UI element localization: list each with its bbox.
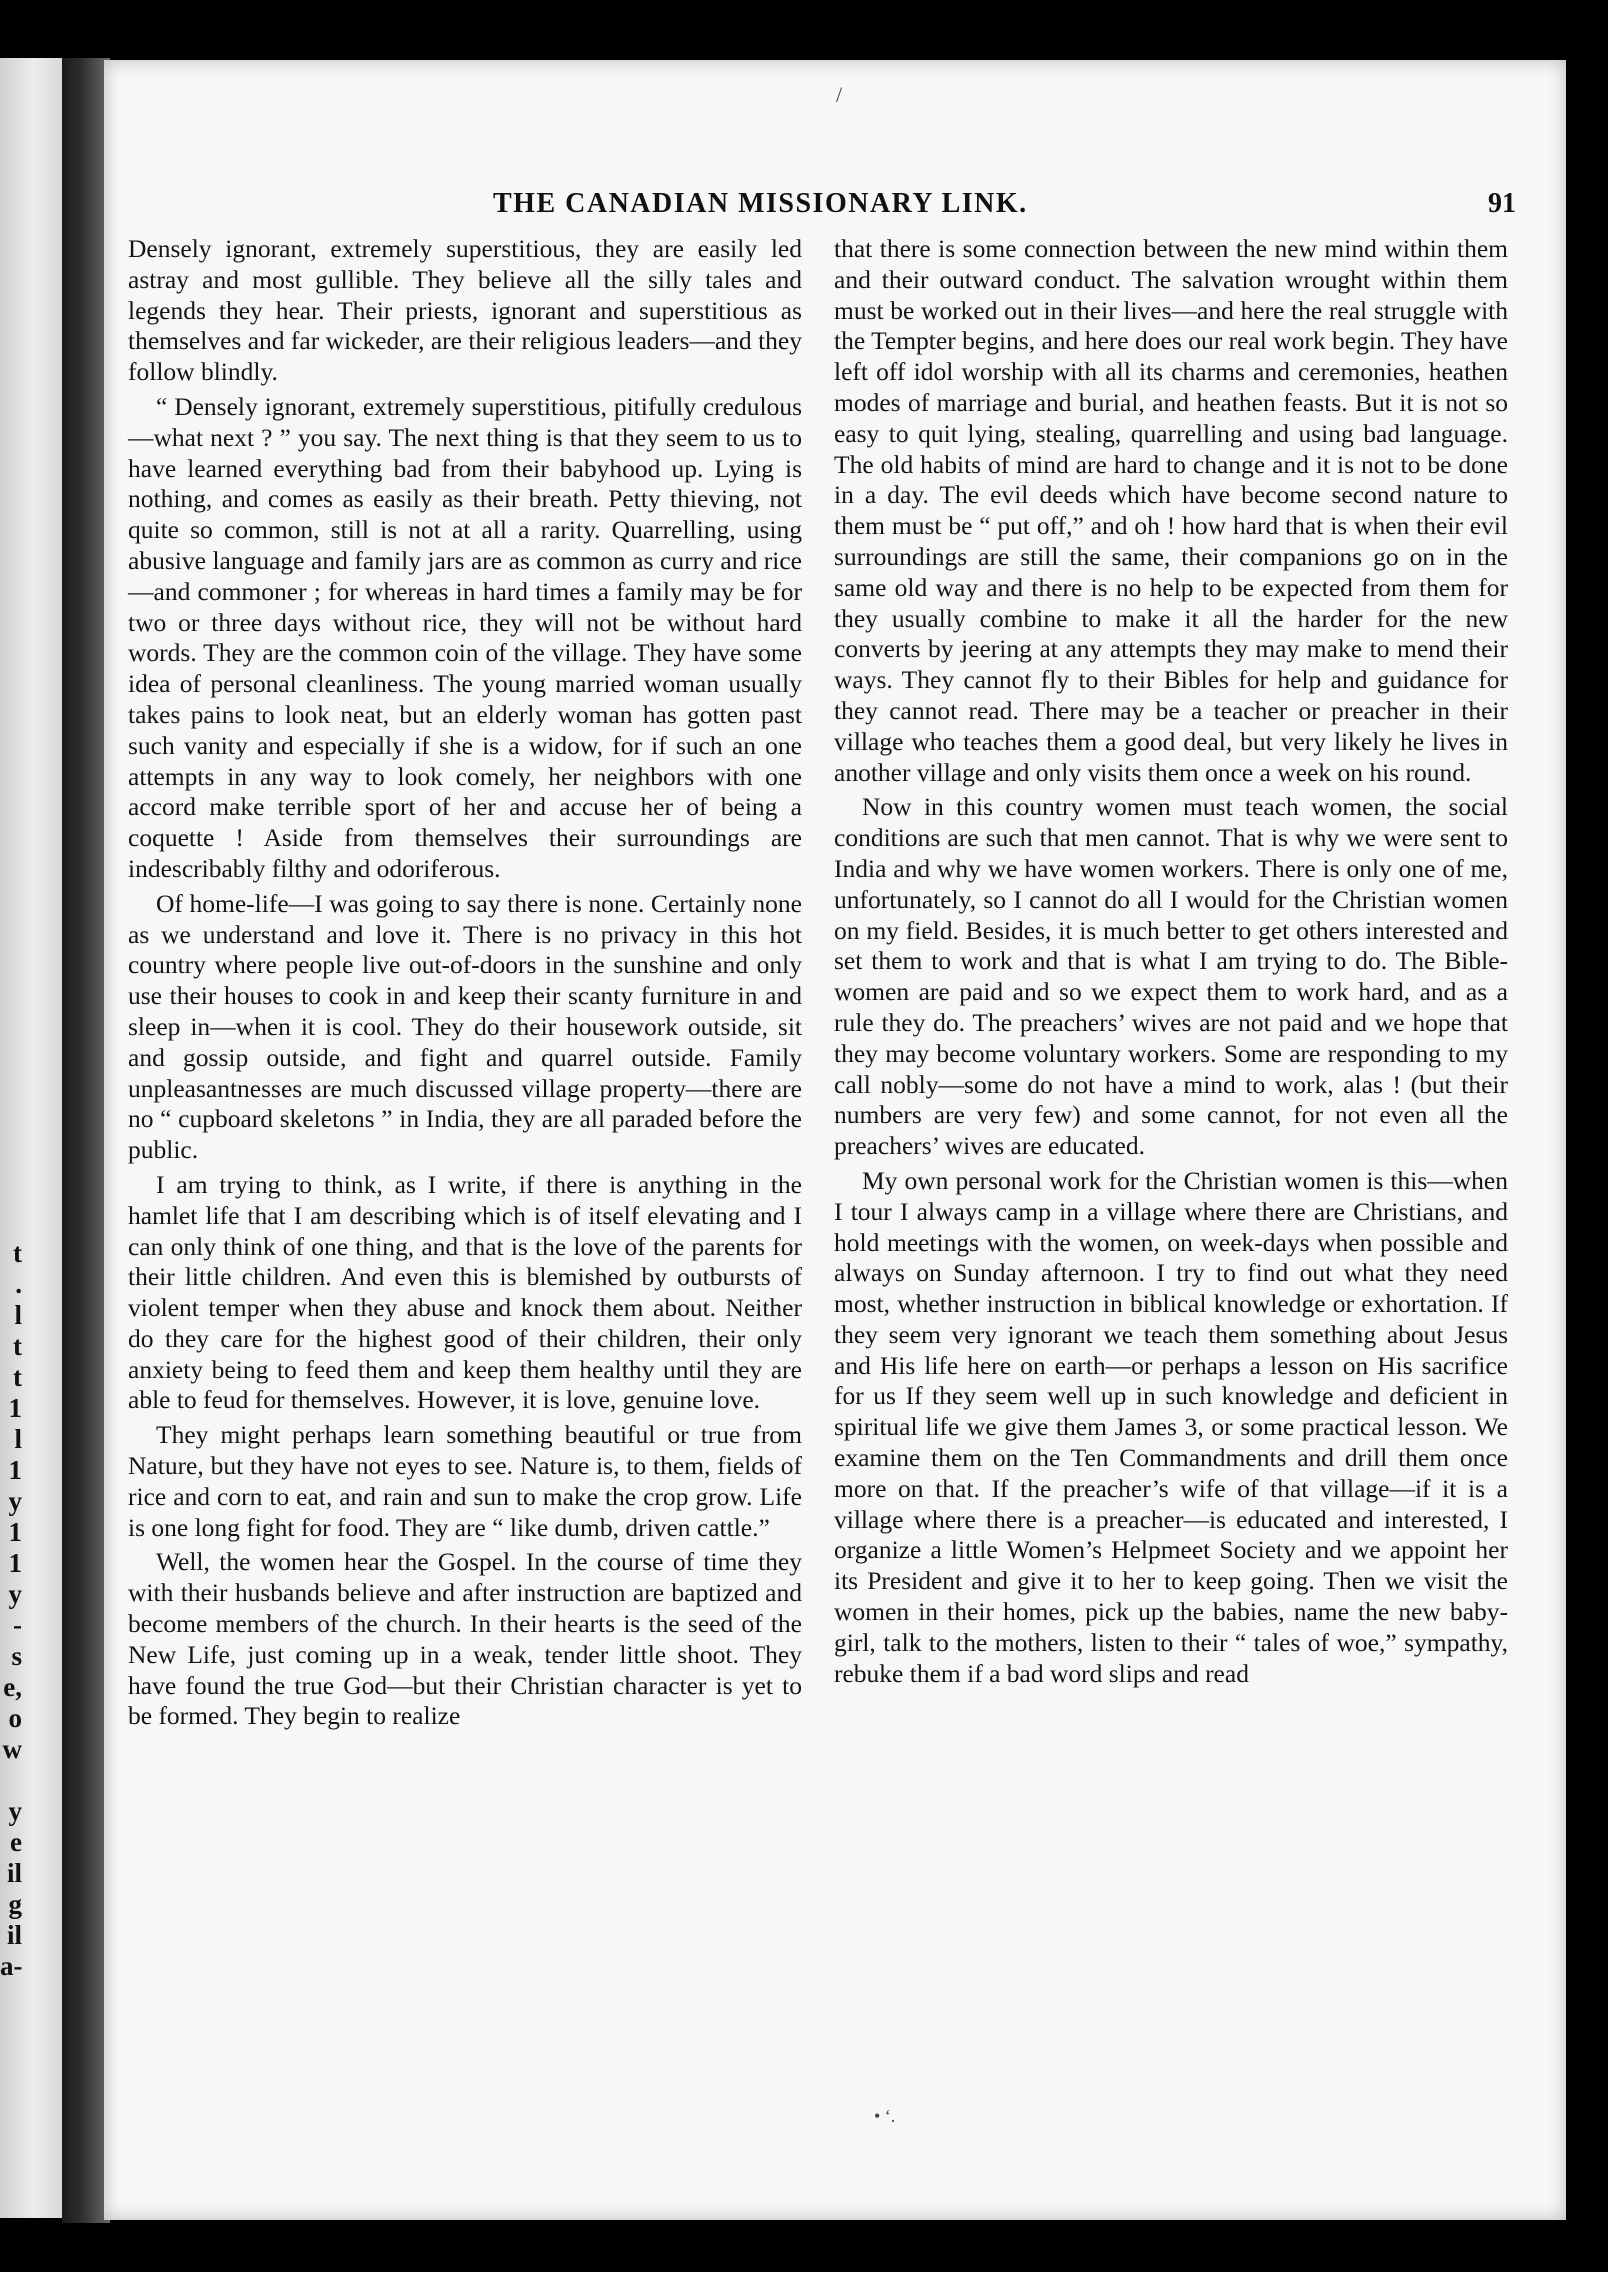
running-title: THE CANADIAN MISSIONARY LINK.	[493, 188, 1028, 219]
paragraph: Densely ignorant, extremely superstitious, they are easily led astray and most gullible. They believe all the silly tales and legends they hear. Their priests, ignorant and superstitious as themselves and far wickeder, are their religious leaders—and they follow blindly.	[128, 234, 802, 387]
facing-page-fragment: t	[13, 1331, 22, 1361]
facing-page-fragment: e	[10, 1827, 22, 1857]
facing-page-fragment: y	[8, 1486, 22, 1516]
facing-page-fragment: il	[6, 1920, 22, 1950]
paragraph: “ Densely ignorant, extremely superstitious, pitifully credulous—what next ? ” you say. The next thing is that they seem to us to have learned everything bad from their babyhood up. Lying is nothing, and comes as easily as their breath. Petty thieving, not quite so common, still is not at all a rarity. Quarrelling, using abusive language and family jars are as common as curry and rice—and commoner ; for whereas in hard times a family may be for two or three days without rice, they will not be without hard words. They are the common coin of the village. They have some idea of personal cleanliness. The young married woman usually takes pains to look neat, but an elderly woman has gotten past such vanity and especially if she is a widow, for if such an one attempts in any way to look comely, her neighbors with one accord make terrible sport of her and accuse her of being a coquette ! Aside from themselves their surroundings are indescribably filthy and odoriferous.	[128, 391, 802, 883]
facing-page-fragment: a-	[0, 1951, 23, 1981]
book-gutter	[62, 58, 110, 2223]
paragraph: I am trying to think, as I write, if there is anything in the hamlet life that I am describing which is of itself elevating and I can only think of one thing, and that is the love of the parents for their little children. And even this is blemished by outbursts of violent temper when they abuse and knock them about. Neither do they care for the highest good of their children, their only anxiety being to feed them and keep them healthy until they are able to feud for themselves. However, it is love, genuine love.	[128, 1169, 802, 1415]
facing-page-fragment: l	[14, 1300, 22, 1330]
facing-page-fragment: 1	[8, 1455, 22, 1485]
facing-page-edge	[0, 58, 62, 2218]
facing-page-fragment: 1	[8, 1548, 22, 1578]
stray-mark-top: /	[836, 82, 843, 107]
text-column-right	[834, 234, 1508, 1689]
paragraph: They might perhaps learn something beautiful or true from Nature, but they have not eyes to see. Nature is, to them, fields of rice and corn to eat, and rain and sun to make the crop grow. Life is one long fight for food. They are “ like dumb, driven cattle.”	[128, 1420, 802, 1542]
facing-page-fragment: .	[15, 1269, 22, 1299]
facing-page-fragment: w	[2, 1734, 22, 1764]
paragraph: Now in this country women must teach women, the social conditions are such that men cannot. That is why we were sent to India and why we have women workers. There is only one of me, unfortunately, so I cannot do all I would for the Christian women on my field. Besides, it is much better to get others interested and set them to work and that is what I am trying to do. The Bible-women are paid and so we expect them to work hard, and as a rule they do. The preachers’ wives are not paid and we hope that they may become voluntary workers. Some are responding to my call nobly—some do not have a mind to work, alas ! (but their numbers are very few) and some cannot, for not even all the preachers’ wives are educated.	[834, 792, 1508, 1161]
facing-page-fragment: -	[13, 1610, 22, 1640]
facing-page-fragment: t	[13, 1362, 22, 1392]
facing-page-fragment: l	[14, 1424, 22, 1454]
facing-page-fragment: y	[8, 1579, 22, 1609]
page	[104, 60, 1566, 2220]
facing-page-fragment: g	[8, 1889, 22, 1919]
text-column-left	[128, 234, 802, 1732]
facing-page-fragment: o	[8, 1703, 22, 1733]
facing-page-fragment: t	[13, 1238, 22, 1268]
facing-page-fragment	[0, 1765, 24, 1796]
facing-page-fragment: il	[6, 1858, 22, 1888]
paragraph: Of home-life—I was going to say there is none. Certainly none as we understand and love it. There is no privacy in this hot country where people live out-of-doors in the sunshine and only use their houses to cook in and keep their scanty furniture in and sleep in—when it is cool. They do their housework outside, sit and gossip outside, and fight and quarrel outside. Family unpleasantnesses are much discussed village property—there are no “ cupboard skeletons ” in India, they are all paraded before the public.	[128, 888, 802, 1165]
stray-mark-bottom: • ‘.	[874, 2106, 896, 2126]
facing-page-fragment: y	[8, 1796, 22, 1826]
facing-page-fragment: e,	[3, 1672, 22, 1702]
facing-page-fragment: 1	[8, 1517, 22, 1547]
paragraph: Well, the women hear the Gospel. In the course of time they with their husbands believe and after instruction are baptized and become members of the church. In their hearts is the seed of the New Life, just coming up in a weak, tender little shoot. They have found the true God—but their Christian character is yet to be formed. They begin to realize	[128, 1547, 802, 1731]
page-header	[104, 188, 1566, 228]
facing-page-fragments	[0, 1238, 24, 1982]
paragraph: My own personal work for the Christian women is this—when I tour I always camp in a village where there are Christians, and hold meetings with the women, on week-days when possible and always on Sunday afternoon. I try to find out what they need most, whether instruction in biblical knowledge or exhortation. If they seem very ignorant we teach them something about Jesus and His life here on earth—or perhaps a lesson on His sacrifice for us If they seem well up in such knowledge and deficient in spiritual life we give them James 3, or some practical lesson. We examine them on the Ten Commandments and drill them once more on that. If the preacher’s wife of that village—if it is a village where there is a preacher—is educated and interested, I organize a little Women’s Helpmeet Society and we appoint her its President and give it to her to keep going. Then we visit the women in their homes, pick up the babies, name the new baby-girl, talk to the mothers, listen to their “ tales of woe,” sympathy, rebuke them if a bad word slips and read	[834, 1165, 1508, 1688]
page-number: 91	[1488, 188, 1516, 219]
paragraph: that there is some connection between the new mind within them and their outward conduct. The salvation wrought within them must be worked out in their lives—and here the real struggle with the Tempter begins, and here does our real work begin. They have left off idol worship with all its charms and ceremonies, heathen modes of marriage and burial, and heathen feasts. But it is not so easy to quit lying, stealing, quarrelling and using bad language. The old habits of mind are hard to change and it is not to be done in a day. The evil deeds which have become second nature to them must be “ put off,” and oh ! how hard that is when their evil surroundings are still the same, their companions go on in the same old way and there is no help to be expected from them for they usually combine to make it all the harder for the new converts by jeering at any attempts they may make to mend their ways. They cannot fly to their Bibles for help and guidance for they cannot read. There may be a teacher or preacher in their village who teaches them a good deal, but very likely he lives in another village and only visits them once a week on his round.	[834, 234, 1508, 787]
facing-page-fragment: 1	[8, 1393, 22, 1423]
facing-page-fragment: s	[11, 1641, 22, 1671]
